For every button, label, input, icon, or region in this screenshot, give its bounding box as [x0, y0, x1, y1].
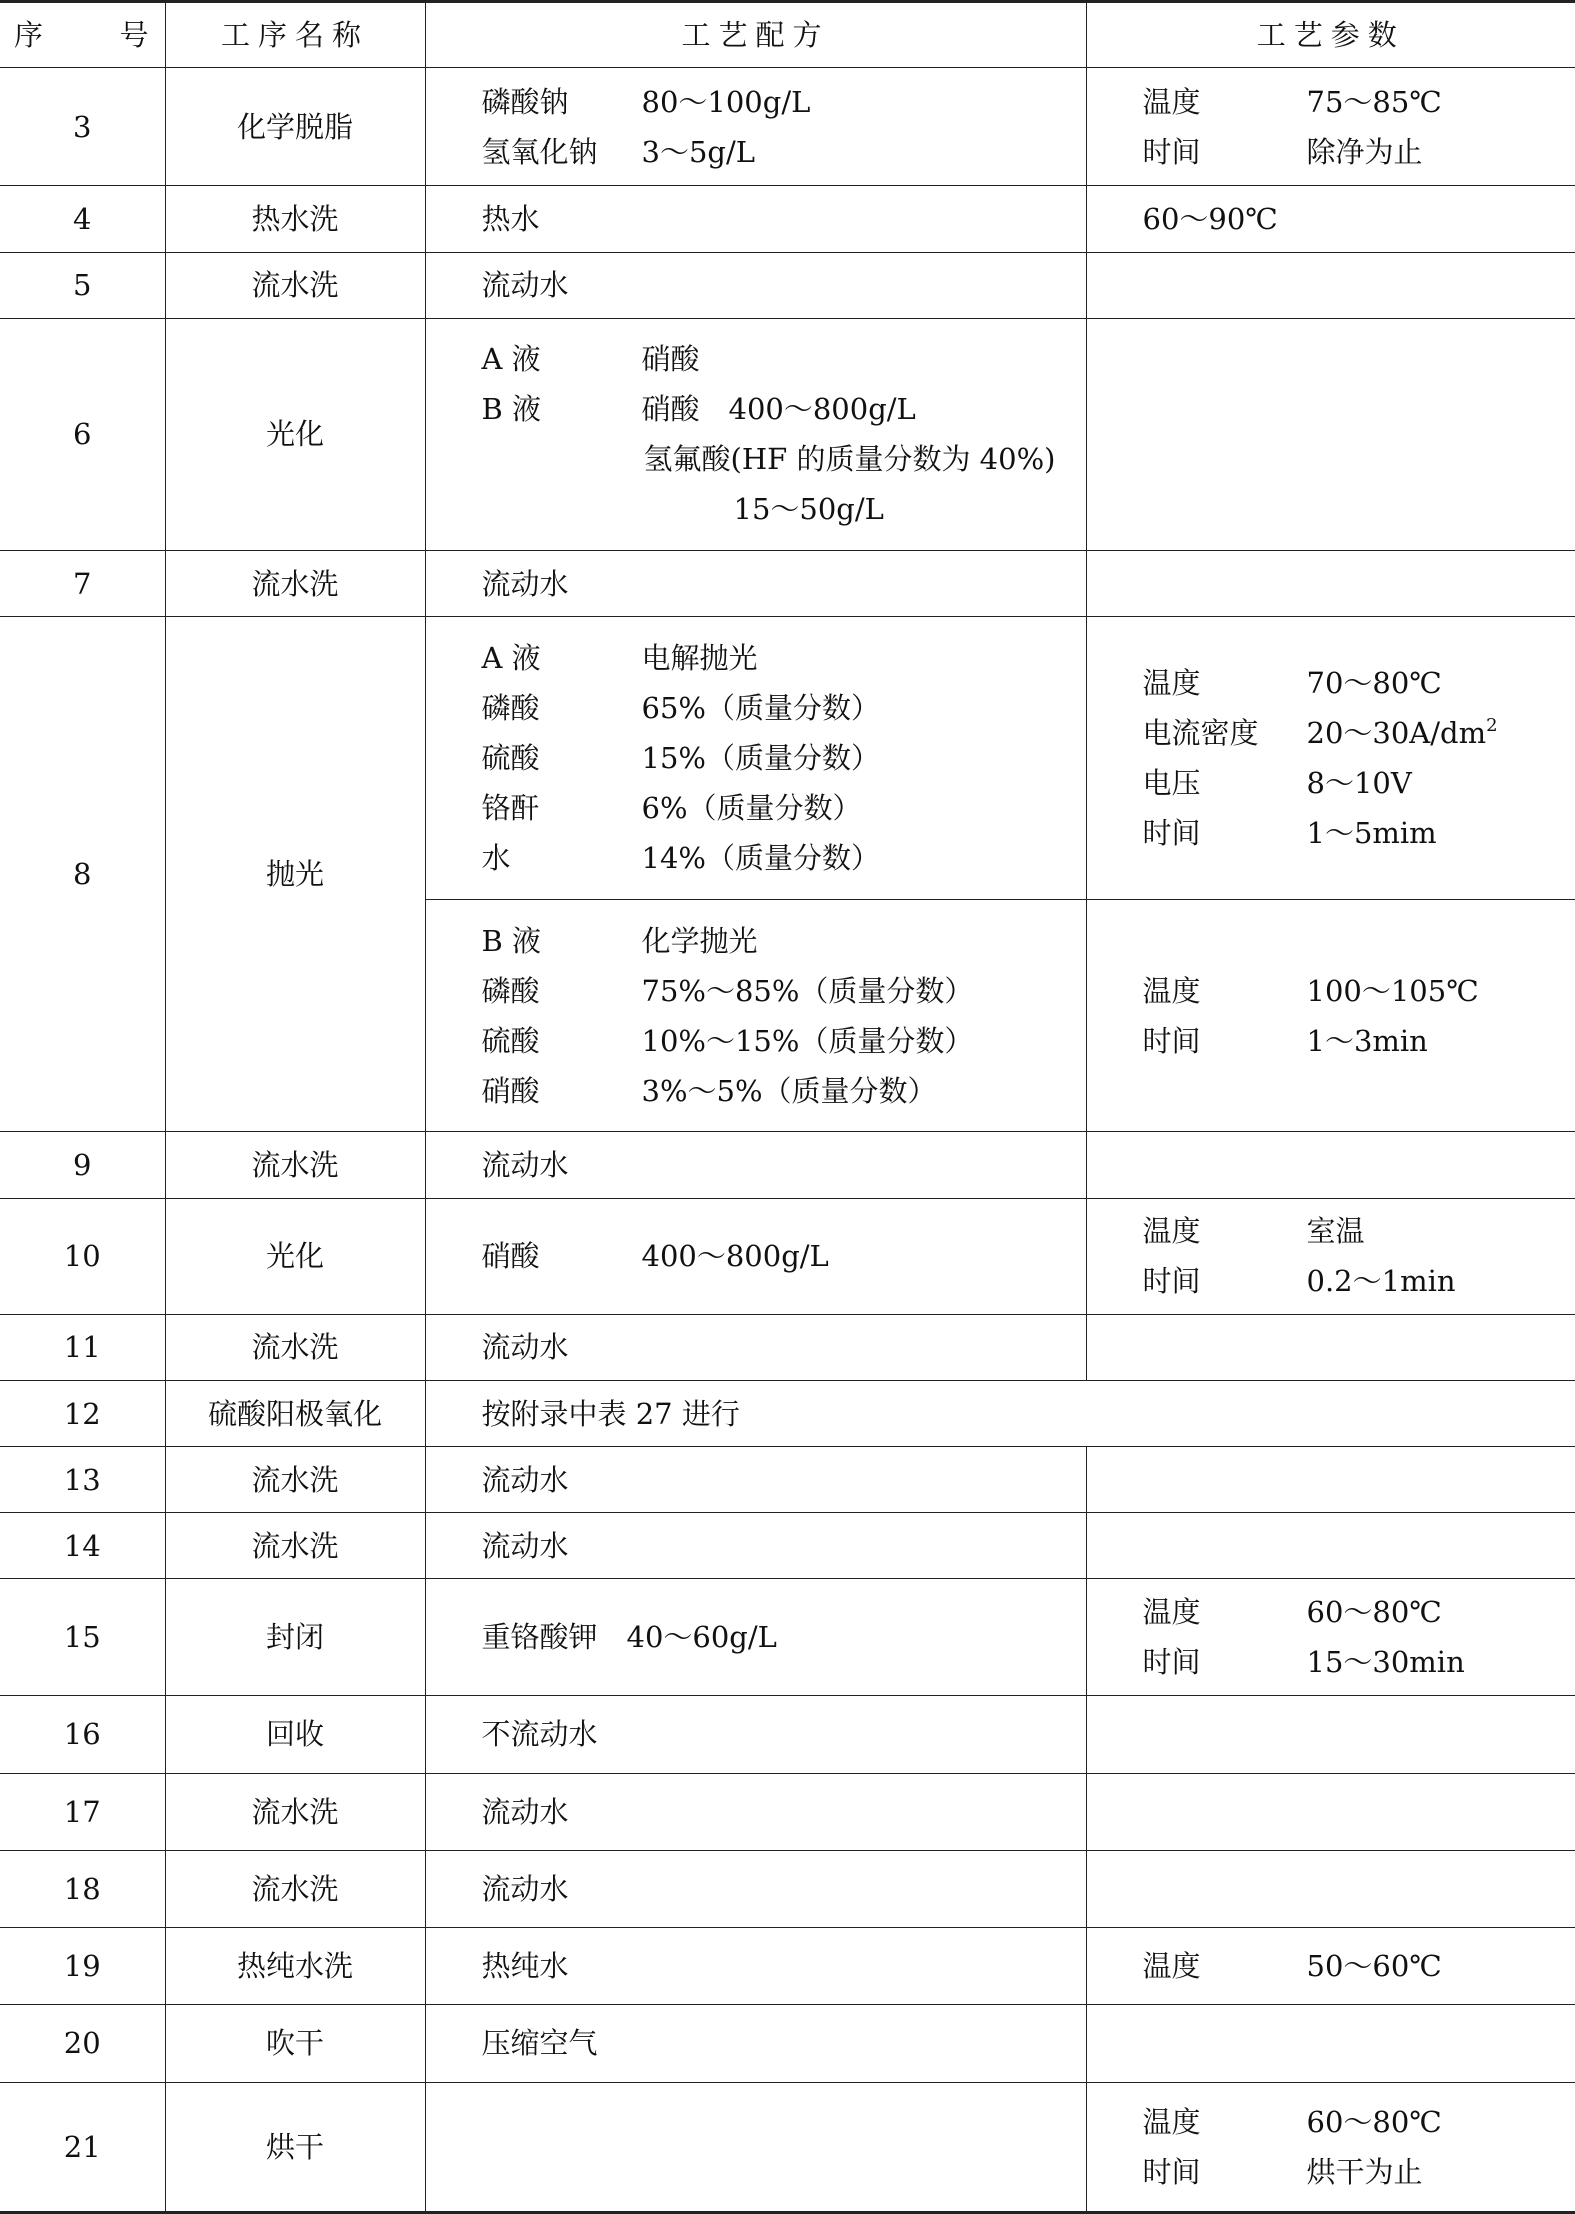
params-cell-a: 温度 70～80℃ 电流密度 $20\sim 30A/dm^2$ 电压 8～10V 时间 1～5mim: [1086, 617, 1575, 900]
params-cell: [1086, 252, 1575, 318]
row-number: 7: [0, 551, 165, 617]
step-name: 抛光: [165, 617, 425, 1132]
formula-cell: A 液 硝酸 B 液 硝酸 400～800g/L 氢氟酸(HF 的质量分数为 40%) 15～50g/L: [425, 318, 1086, 551]
formula-cell-b: B 液 化学抛光 磷酸 75%～85%（质量分数） 硫酸 10%～15%（质量分数） 硝酸 3%～5%（质量分数）: [425, 899, 1086, 1132]
params-cell: 温度 75～85℃ 时间 除净为止: [1086, 68, 1575, 186]
row-number: 15: [0, 1579, 165, 1695]
formula-cell: [425, 2082, 1086, 2212]
row-number: 8: [0, 617, 165, 1132]
step-name: 流水洗: [165, 551, 425, 617]
formula-cell: 流动水: [425, 252, 1086, 318]
formula-cell: 重铬酸钾 40～60g/L: [425, 1579, 1086, 1695]
params-cell: [1086, 1513, 1575, 1579]
table-row: [0, 318, 1575, 551]
step-name: 吹干: [165, 2005, 425, 2082]
row-number: 4: [0, 186, 165, 252]
params-cell: [1086, 1447, 1575, 1513]
header-params: 工艺参数: [1086, 2, 1575, 68]
formula-cell: 磷酸钠 80～100g/L 氢氧化钠 3～5g/L: [425, 68, 1086, 186]
row-number: 19: [0, 1928, 165, 2005]
params-cell: [1086, 1695, 1575, 1773]
table-row: [0, 2005, 1575, 2082]
table-row: [0, 252, 1575, 318]
step-name: 流水洗: [165, 1314, 425, 1380]
params-cell: 温度 50～60℃: [1086, 1928, 1575, 2005]
formula-cell: 流动水: [425, 551, 1086, 617]
table-row: [0, 1695, 1575, 1773]
row-number: 11: [0, 1314, 165, 1380]
params-cell: [1086, 551, 1575, 617]
header-name: 工序名称: [165, 2, 425, 68]
formula-cell: 流动水: [425, 1132, 1086, 1198]
params-cell: 温度 室温 时间 0.2～1min: [1086, 1198, 1575, 1314]
formula-cell: 硝酸 400～800g/L: [425, 1198, 1086, 1314]
params-cell: [1086, 1314, 1575, 1380]
table-row: [0, 1198, 1575, 1314]
step-name: 化学脱脂: [165, 68, 425, 186]
table-row: [0, 68, 1575, 186]
table-row: [0, 1447, 1575, 1513]
table-row: [0, 1928, 1575, 2005]
formula-cell: 热纯水: [425, 1928, 1086, 2005]
table-row: [0, 1314, 1575, 1380]
step-name: 流水洗: [165, 1773, 425, 1850]
step-name: 流水洗: [165, 1447, 425, 1513]
table-row: [0, 617, 1575, 900]
step-name: 回收: [165, 1695, 425, 1773]
params-cell: [1086, 2005, 1575, 2082]
formula-cell: 流动水: [425, 1773, 1086, 1850]
formula-cell: 不流动水: [425, 1695, 1086, 1773]
formula-cell: 流动水: [425, 1447, 1086, 1513]
row-number: 10: [0, 1198, 165, 1314]
step-name: 热水洗: [165, 186, 425, 252]
step-name: 热纯水洗: [165, 1928, 425, 2005]
table-row: [0, 1381, 1575, 1447]
row-number: 16: [0, 1695, 165, 1773]
params-cell: 温度 60～80℃ 时间 15～30min: [1086, 1579, 1575, 1695]
table-row: [0, 1773, 1575, 1850]
row-number: 21: [0, 2082, 165, 2212]
formula-cell: 按附录中表 27 进行: [425, 1381, 1575, 1447]
formula-cell: 压缩空气: [425, 2005, 1086, 2082]
table-header-row: [0, 2, 1575, 68]
row-number: 13: [0, 1447, 165, 1513]
table-row: [0, 1513, 1575, 1579]
row-number: 18: [0, 1851, 165, 1928]
table-row: [0, 551, 1575, 617]
params-cell: [1086, 318, 1575, 551]
table-row: [0, 1851, 1575, 1928]
table-row: [0, 1579, 1575, 1695]
header-formula: 工艺配方: [425, 2, 1086, 68]
step-name: 硫酸阳极氧化: [165, 1381, 425, 1447]
formula-cell: 热水: [425, 186, 1086, 252]
step-name: 光化: [165, 318, 425, 551]
table-row: [0, 2082, 1575, 2212]
table-row: [0, 1132, 1575, 1198]
row-number: 6: [0, 318, 165, 551]
row-number: 17: [0, 1773, 165, 1850]
step-name: 封闭: [165, 1579, 425, 1695]
params-cell-b: 温度 100～105℃ 时间 1～3min: [1086, 899, 1575, 1132]
header-seq: 序 号: [0, 2, 165, 68]
step-name: 流水洗: [165, 1851, 425, 1928]
step-name: 流水洗: [165, 252, 425, 318]
row-number: 14: [0, 1513, 165, 1579]
row-number: 5: [0, 252, 165, 318]
params-cell: 60～90℃: [1086, 186, 1575, 252]
formula-cell: 流动水: [425, 1851, 1086, 1928]
row-number: 9: [0, 1132, 165, 1198]
step-name: 流水洗: [165, 1132, 425, 1198]
table-row: [0, 186, 1575, 252]
params-cell: [1086, 1851, 1575, 1928]
row-number: 3: [0, 68, 165, 186]
row-number: 20: [0, 2005, 165, 2082]
step-name: 光化: [165, 1198, 425, 1314]
step-name: 流水洗: [165, 1513, 425, 1579]
step-name: 烘干: [165, 2082, 425, 2212]
formula-cell: 流动水: [425, 1513, 1086, 1579]
formula-cell-a: A 液 电解抛光 磷酸 65%（质量分数） 硫酸 15%（质量分数） 铬酐 6%（质量分数） 水 14%（质量分数）: [425, 617, 1086, 900]
formula-cell: 流动水: [425, 1314, 1086, 1380]
params-cell: [1086, 1132, 1575, 1198]
params-cell: [1086, 1773, 1575, 1850]
row-number: 12: [0, 1381, 165, 1447]
params-cell: 温度 60～80℃ 时间 烘干为止: [1086, 2082, 1575, 2212]
